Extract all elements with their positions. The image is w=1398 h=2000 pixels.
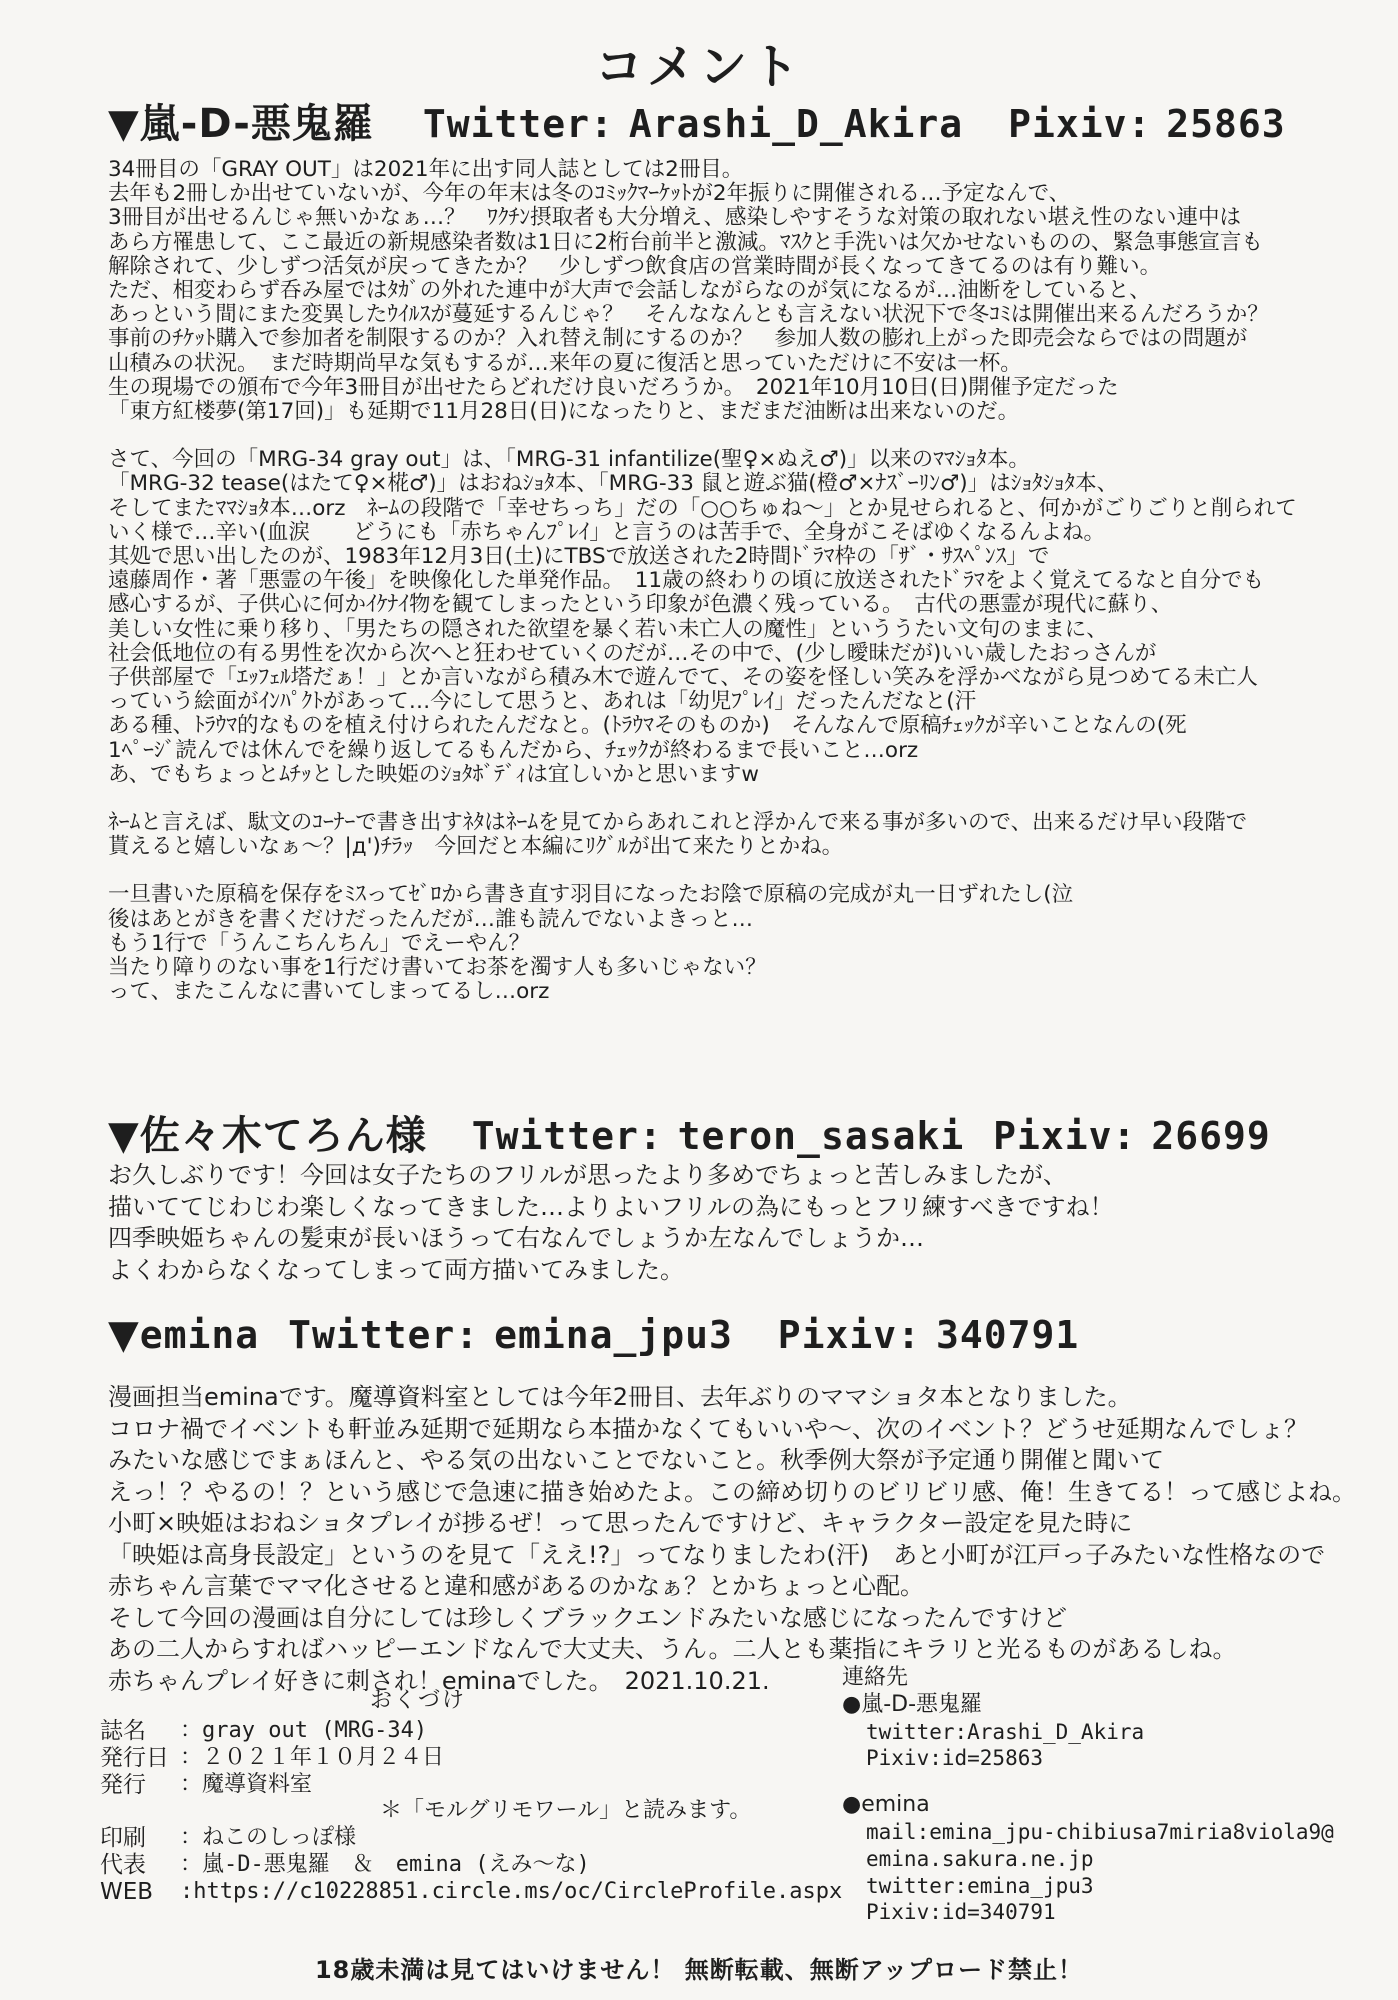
colophon-value: ：ねこのしっぽ様 — [180, 1825, 357, 1851]
colophon — [100, 1718, 842, 1906]
triangle-icon: ▼ — [108, 101, 140, 147]
comment-line: 後はあとがきを書くだけだったんだが…誰も読んでないよきっと… — [108, 906, 754, 932]
comment-line: 事前のﾁｹｯﾄ購入で参加者を制限するのか？入れ替え制にするのか？ 参加人数の膨れ上がった即売会ならではの問題が — [108, 326, 1248, 352]
comment-line: 3冊目が出せるんじゃ無いかなぁ…？ ﾜｸﾁﾝ摂取者も大分増え、感染しやすそうな対策の取れない堪え性のない連中は — [108, 205, 1241, 231]
comment-line: お久しぶりです！今回は女子たちのフリルが思ったより多めでちょっと苦しみましたが、 — [108, 1161, 1068, 1189]
section-header-sasaki — [108, 1104, 1271, 1161]
comment-line: 一旦書いた原稿を保存をﾐｽってｾﾞﾛから書き直す羽目になったお陰で原稿の完成が丸一日ずれたし(泣 — [108, 882, 1074, 908]
comment-line: っていう絵面がｲﾝﾊﾟｸﾄがあって…今にして思うと、あれは「幼児ﾌﾟﾚｲ」だったんだなと(汗 — [108, 689, 977, 715]
pixiv-label: Pixiv: — [1008, 102, 1152, 146]
colophon-row — [100, 1798, 842, 1825]
twitter-handle: Arashi_D_Akira — [628, 102, 964, 146]
contact-emina-pixiv: Pixiv:id=340791 — [866, 1900, 1056, 1925]
colophon-row — [100, 1745, 842, 1772]
comment-line: 当たり障りのない事を1行だけ書いてお茶を濁す人も多いじゃない？ — [108, 955, 767, 981]
triangle-icon: ▼ — [108, 1312, 140, 1358]
colophon-value: ：嵐-D-悪鬼羅 ＆ emina (えみ～な) — [180, 1851, 590, 1877]
comment-line: 感心するが、子供心に何かｲｹﾅｲ物を観てしまったという印象が色濃く残っている。 古代の悪霊が現代に蘇り、 — [108, 592, 1173, 618]
comment-line: 1ﾍﾟｰｼﾞ読んでは休んでを繰り返してるもんだから、ﾁｪｯｸが終わるまで長いこと…orz — [108, 737, 919, 763]
comment-line: よくわからなくなってしまって両方描いてみました。 — [108, 1255, 684, 1284]
colophon-key: 誌名 — [100, 1718, 146, 1744]
comment-line — [108, 787, 1348, 811]
contact-arashi-name: ●嵐-D-悪鬼羅 — [842, 1691, 983, 1717]
colophon-value: ＊「モルグリモワール」と読みます。 — [380, 1798, 752, 1824]
comment-line: 生の現場での頒布で今年3冊目が出せたらどれだけ良いだろうか。 2021年10月10日(日)開催予定だった — [108, 374, 1119, 400]
twitter-label: Twitter: — [288, 1313, 480, 1357]
comment-line: 漫画担当eminaです。魔導資料室としては今年2冊目、去年ぶりのママショタ本となりました。 — [108, 1383, 1132, 1411]
comment-line: そしてまたﾏﾏｼｮﾀ本…orz ﾈｰﾑの段階で「幸せちっち」だの「○○ちゅね～」とか見せられると、何かがごりごりと削られて — [108, 495, 1297, 521]
colophon-key: 代表 — [100, 1851, 146, 1878]
comment-line: ﾈｰﾑと言えば、駄文のｺｰﾅｰで書き出すﾈﾀはﾈｰﾑを見てからあれこれと浮かんで来る事が多いので、出来るだけ早い段階で — [108, 810, 1248, 836]
contact-emina-mail-domain: emina.sakura.ne.jp — [866, 1846, 1094, 1871]
colophon-value: :https://c10228851.circle.ms/oc/CircleProfile.aspx — [180, 1878, 843, 1904]
comment-line: 「東方紅楼夢(第17回)」も延期で11月28日(日)になったりと、まだまだ油断は出来ないのだ。 — [108, 399, 1020, 425]
comment-line: 四季映姫ちゃんの髪束が長いほうって右なんでしょうか左なんでしょうか… — [108, 1224, 924, 1252]
comment-line: 34冊目の「GRAY OUT」は2021年に出す同人誌としては2冊目。 — [108, 157, 744, 182]
contact-block — [842, 1665, 1334, 1926]
colophon-row — [100, 1879, 842, 1906]
comment-line: 解除されて、少しずつ活気が戻ってきたか？ 少しずつ飲食店の営業時間が長くなってきてるのは有り難い。 — [108, 253, 1162, 279]
comment-body-arashi — [108, 158, 1348, 1005]
comment-line: さて、今回の「MRG-34 gray out」は、「MRG-31 infantilize(聖♀×ぬえ♂)」以来のﾏﾏｼｮﾀ本。 — [108, 447, 1030, 473]
colophon-value: ：魔導資料室 — [180, 1771, 313, 1797]
section-header-arashi — [108, 92, 1286, 149]
colophon-row — [100, 1825, 842, 1852]
colophon-key: 発行日 — [100, 1744, 169, 1771]
comment-line — [108, 424, 1348, 448]
okuzuke-label: おくづけ — [370, 1688, 467, 1713]
colophon-value: ：２０２１年１０月２４日 — [180, 1744, 445, 1770]
comment-line: 「MRG-32 tease(はたて♀×椛♂)」はおねｼｮﾀ本、「MRG-33 鼠と遊ぶ猫(橙♂×ﾅｽﾞｰﾘﾝ♂)」はｼｮﾀｼｮﾀ本、 — [108, 471, 1119, 497]
comment-line: あ、でもちょっとﾑﾁｯとした映姫のｼｮﾀﾎﾞﾃﾞｨは宜しいかと思いますw — [108, 761, 759, 787]
comment-line: 貰えると嬉しいなぁ～？|д')ﾁﾗｯ 今回だと本編にﾘｸﾞﾙが出て来たりとかね。 — [108, 834, 844, 860]
twitter-label: Twitter: — [471, 1114, 663, 1158]
comment-line: 山積みの状況。 まだ時期尚早な気もするが…来年の夏に復活と思っていただけに不安は一杯。 — [108, 350, 1022, 376]
comment-line: 子供部屋で「ｴｯﾌｪﾙ塔だぁ！」とか言いながら積み木で遊んでて、その姿を怪しい笑みを浮かべながら見つめてる未亡人 — [108, 665, 1258, 691]
comment-line: 社会低地位の有る男性を次から次へと狂わせていくのだが…その中で、(少し曖昧だが)いい歳したおっさんが — [108, 640, 1157, 666]
comment-line: いく様で…辛い(血涙 どうにも「赤ちゃんﾌﾟﾚｲ」と言うのは苦手で、全身がこそばゆくなるんよね。 — [108, 519, 1105, 545]
contact-label: 連絡先 — [842, 1665, 909, 1690]
comment-line — [108, 859, 1348, 883]
triangle-icon: ▼ — [108, 1113, 140, 1159]
pixiv-label: Pixiv: — [993, 1114, 1137, 1158]
colophon-key: 印刷 — [100, 1825, 146, 1852]
comment-body-emina — [108, 1382, 1356, 1697]
page-title: コメント — [594, 39, 803, 95]
comment-line: って、またこんなに書いてしまってるし…orz — [108, 979, 550, 1005]
comment-line: あら方罹患して、ここ最近の新規感染者数は1日に2桁台前半と激減。ﾏｽｸと手洗いは欠かせないものの、緊急事態宣言も — [108, 229, 1263, 255]
author-name: emina — [139, 1313, 260, 1357]
pixiv-label: Pixiv: — [777, 1313, 922, 1357]
comment-line: 遠藤周作・著「悪霊の午後」を映像化した単発作品。 11歳の終わりの頃に放送されたﾄﾞﾗﾏをよく覚えてるなと自分でも — [108, 568, 1265, 594]
comment-line: ある種、ﾄﾗｳﾏ的なものを植え付けられたんだなと。(ﾄﾗｳﾏそのものか) そんなんで原稿ﾁｪｯｸが辛いことなんの(死 — [108, 713, 1187, 739]
twitter-handle: emina_jpu3 — [494, 1313, 733, 1357]
comment-line: えっ！？やるの！？という感じで急速に描き始めたよ。この締め切りのビリビリ感、俺！生きてる！って感じよね。 — [108, 1477, 1356, 1506]
comment-line: もう1行で「うんこちんちん」でえーやん？ — [108, 930, 531, 956]
pixiv-id: 26699 — [1151, 1114, 1271, 1158]
comment-line: 小町×映姫はおねショタプレイが捗るぜ！って思ったんですけど、キャラクター設定を見た時に — [108, 1509, 1133, 1537]
colophon-row — [100, 1852, 842, 1879]
author-name: 佐々木てろん様 — [139, 1113, 427, 1159]
pixiv-id: 25863 — [1166, 102, 1286, 146]
contact-arashi-pixiv: Pixiv:id=25863 — [866, 1746, 1044, 1771]
contact-emina-mail: mail:emina_jpu-chibiusa7miria8viola9@ — [866, 1819, 1334, 1844]
pixiv-id: 340791 — [936, 1313, 1080, 1357]
colophon-key: 発行 — [100, 1771, 146, 1798]
comment-line: ただ、相変わらず呑み屋ではﾀｶﾞの外れた連中が大声で会話しながらなのが気になるが…油断をしていると、 — [108, 278, 1151, 304]
contact-emina-name: ●emina — [842, 1792, 930, 1818]
colophon-row — [100, 1718, 842, 1745]
comment-line: あっという間にまた変異したｳｲﾙｽが蔓延するんじゃ？ そんななんとも言えない状況下で冬ｺﾐは開催出来るんだろうか？ — [108, 302, 1269, 328]
comment-line: 描いててじわじわ楽しくなってきました…よりよいフリルの為にもっとフリ練すべきですね！ — [108, 1192, 1114, 1221]
comment-line: コロナ禍でイベントも軒並み延期で延期なら本描かなくてもいいや～、次のイベント？どうせ延期なんでしょ？ — [108, 1414, 1308, 1443]
colophon-row — [100, 1772, 842, 1799]
comment-line: あの二人からすればハッピーエンドなんで大丈夫、うん。二人とも薬指にキラリと光るものがあるしね。 — [108, 1635, 1237, 1663]
comment-line: 「映姫は高身長設定」というのを見て「ええ!?」ってなりましたわ(汗) あと小町が江戸っ子みたいな性格なので — [108, 1540, 1326, 1569]
contact-arashi-twitter: twitter:Arashi_D_Akira — [866, 1719, 1145, 1744]
footer-notice: 18歳未満は見てはいけません！ 無断転載、無断アップロード禁止！ — [314, 1956, 1084, 1984]
comment-line: 其処で思い出したのが、1983年12月3日(土)にTBSで放送された2時間ﾄﾞﾗﾏ枠の「ｻﾞ・ｻｽﾍﾟﾝｽ」で — [108, 544, 1050, 570]
comment-line: そして今回の漫画は自分にしては珍しくブラックエンドみたいな感じになったんですけど — [108, 1603, 1068, 1632]
comment-line: 去年も2冊しか出せていないが、今年の年末は冬のｺﾐｯｸﾏｰｹｯﾄが2年振りに開催される…予定なんで、 — [108, 181, 1071, 207]
colophon-value: ：gray out (MRG-34) — [180, 1718, 428, 1743]
comment-line: 赤ちゃん言葉でママ化させると違和感があるのかなぁ？とかちょっと心配。 — [108, 1572, 924, 1600]
comment-body-sasaki — [108, 1160, 1348, 1286]
comment-line: 赤ちゃんプレイ好きに刺され！eminaでした。 2021.10.21. — [108, 1666, 770, 1695]
twitter-handle: teron_sasaki — [677, 1114, 965, 1158]
author-name: 嵐-D-悪鬼羅 — [139, 101, 374, 147]
contact-emina-twitter: twitter:emina_jpu3 — [866, 1873, 1094, 1898]
twitter-label: Twitter: — [422, 102, 614, 146]
colophon-key: WEB — [100, 1878, 154, 1905]
comment-line: みたいな感じでまぁほんと、やる気の出ないことでないこと。秋季例大祭が予定通り開催と聞いて — [108, 1446, 1164, 1474]
section-header-emina — [108, 1312, 1079, 1358]
comment-line: 美しい女性に乗り移り、「男たちの隠された欲望を暴く若い未亡人の魔性」といううたい文句のままに、 — [108, 616, 1108, 642]
colophon-key — [100, 1798, 180, 1825]
